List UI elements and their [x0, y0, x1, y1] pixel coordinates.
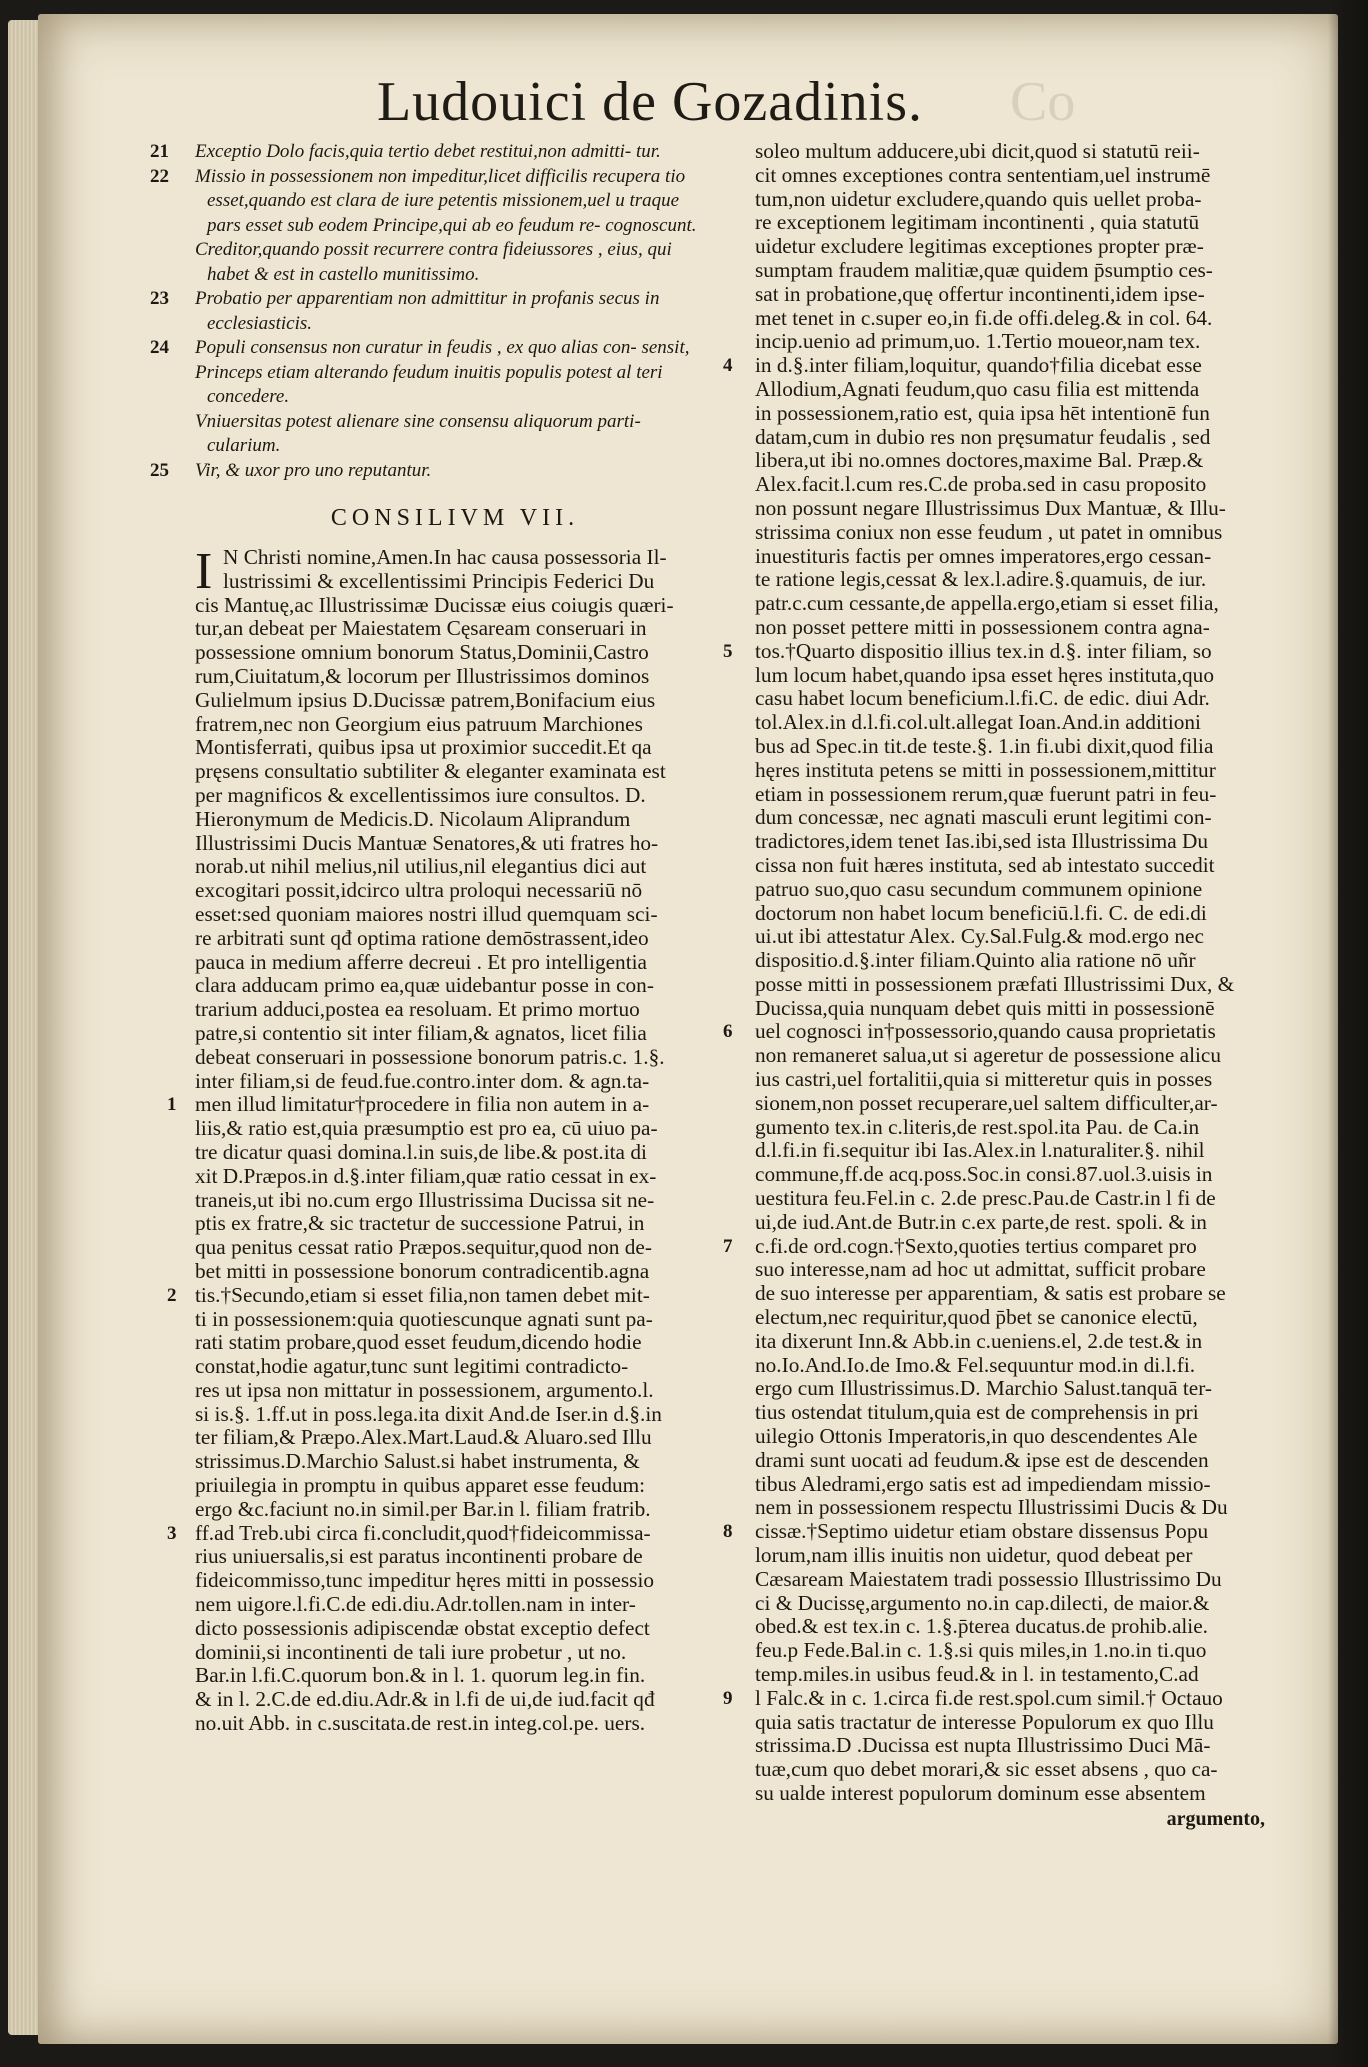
- line-text: patruo suo,quo casu secundum communem opinione: [755, 876, 1203, 901]
- line-text: casu habet locum beneficium.l.fi.C. de edic. diui Adr.: [755, 686, 1210, 711]
- text-line: [755, 211, 1265, 235]
- line-text: liis,& ratio est,quia præsumptio est pro ea, cū uiuo pa-: [195, 1116, 658, 1141]
- index-text: Vir, & uxor pro uno reputantur.: [195, 459, 432, 481]
- catchword: argumento,: [1166, 1807, 1265, 1830]
- line-text: possessione omnium bonorum Status,Dominii,Castro: [195, 640, 649, 665]
- text-line: [195, 617, 715, 641]
- bleed-through-text: Co: [1010, 71, 1076, 133]
- line-text: ti in possessionem:quia quotiescunque agnati sunt pa-: [195, 1306, 653, 1331]
- text-line: [195, 1070, 715, 1094]
- text-line: [195, 832, 715, 856]
- text-line: [755, 783, 1265, 807]
- line-text: ergo cum Illustrissimus.D. Marchio Salust.tanquā ter-: [755, 1376, 1212, 1401]
- line-text: N Christi nomine,Amen.In hac causa possessoria Il-: [223, 545, 667, 569]
- line-text: re exceptionem legitimam incontinenti , quia statutū: [755, 210, 1200, 235]
- text-line: [755, 378, 1265, 402]
- text-line: [755, 164, 1265, 188]
- line-text: uel cognosci in†possessorio,quando causa proprietatis: [755, 1019, 1216, 1044]
- line-text: Bar.in l.fi.C.quorum bon.& in l. 1. quorum leg.in fin.: [195, 1663, 646, 1688]
- line-text: ita dixerunt Inn.& Abb.in c.ueniens.el, 2.de test.& in: [755, 1328, 1203, 1353]
- text-line: [755, 1377, 1265, 1401]
- line-text: trarium adduci,postea ea resoluam. Et primo mortuo: [195, 997, 640, 1022]
- text-line: [167, 1092, 715, 1117]
- line-text: inuestituris factis per omnes imperatores,ergo cessan-: [755, 543, 1212, 568]
- line-text: Alex.facit.l.cum res.C.de proba.sed in casu proposito: [755, 472, 1207, 497]
- text-line: [195, 808, 715, 832]
- line-text: ci & Ducissę,argumento no.in cap.dilecti, de maior.&: [755, 1590, 1210, 1615]
- text-line: [755, 402, 1265, 426]
- line-text: non possunt negare Illustrissimus Dux Mantuæ, & Illu-: [755, 495, 1226, 520]
- text-line: [755, 473, 1265, 497]
- text-line: [755, 806, 1265, 830]
- text-line: [167, 1520, 715, 1546]
- margin-number: 4: [723, 355, 733, 377]
- text-line: [195, 1260, 715, 1284]
- text-line: [755, 426, 1265, 450]
- index-entry: [150, 287, 715, 336]
- line-text: obed.& est tex.in c. 1.§.p̄terea ducatus.de prohib.alie.: [755, 1614, 1209, 1639]
- line-text: debeat conseruari in possessione bonorum patris.c. 1.§.: [195, 1044, 665, 1069]
- text-line: [755, 687, 1265, 711]
- line-text: tur,an debeat per Maiestatem Cęsaream conseruari in: [195, 616, 647, 641]
- line-text: qua penitus cessat ratio Præpos.sequitur,quod non de-: [195, 1235, 652, 1260]
- line-text: su ualde interest populorum dominum esse absentem: [755, 1780, 1206, 1805]
- text-line: [755, 521, 1265, 545]
- line-text: rati statim probare,quod esset feudum,dicendo hodie: [195, 1330, 642, 1355]
- line-text: tol.Alex.in d.l.fi.col.ult.allegat Ioan.And.in additioni: [755, 710, 1201, 735]
- line-text: hęres instituta petens se mitti in possessionem,mittitur: [755, 757, 1216, 782]
- text-line: [195, 594, 715, 618]
- text-line: [195, 570, 715, 594]
- line-text: sat in probatione,quę offertur incontinenti,idem ipse-: [755, 281, 1205, 306]
- line-text: res ut ipsa non mittatur in possessionem, argumento.l.: [195, 1377, 654, 1402]
- text-line: [755, 878, 1265, 902]
- line-text: ter filiam,& Præpo.Alex.Mart.Laud.& Aluaro.sed Illu: [195, 1425, 652, 1450]
- line-text: rum,Ciuitatum,& locorum per Illustrissimos dominos: [195, 663, 650, 688]
- text-line: [195, 1664, 715, 1688]
- text-line: [755, 1615, 1265, 1639]
- line-text: inter filiam,si de feud.fue.contro.inter dom. & agn.ta-: [195, 1068, 650, 1093]
- text-line: [755, 1663, 1265, 1687]
- text-line: [195, 951, 715, 975]
- text-line: [723, 1019, 1265, 1044]
- text-line: [195, 1236, 715, 1260]
- line-text: lum locum habet,quando ipsa esset hęres instituta,quo: [755, 662, 1214, 687]
- text-line: [755, 735, 1265, 759]
- text-line: [755, 925, 1265, 949]
- line-text: bet mitti in possessione bonorum contradicentib.agna: [195, 1258, 650, 1283]
- text-line: [195, 1474, 715, 1498]
- line-text: nem uigore.l.fi.C.de edi.diu.Adr.tollen.nam in inter-: [195, 1592, 636, 1617]
- text-line: [195, 879, 715, 903]
- line-text: per magnificos & excellentissimos iure consultos. D.: [195, 782, 646, 807]
- text-line: [195, 1189, 715, 1213]
- text-line: [755, 1425, 1265, 1449]
- line-text: tum,non uidetur excludere,quando quis uellet proba-: [755, 186, 1202, 211]
- text-line: [195, 974, 715, 998]
- line-text: no.Io.And.Io.de Imo.& Fel.sequuntur mod.in di.l.fi.: [755, 1352, 1196, 1377]
- index-text: Exceptio Dolo facis,quia tertio debet restitui,non admitti- tur.: [195, 141, 661, 162]
- index-text: Probatio per apparentiam non admittitur in profanis secus in ecclesiasticis.: [195, 288, 660, 334]
- text-line: [755, 592, 1265, 616]
- text-line: [755, 902, 1265, 926]
- text-line: [195, 1308, 715, 1332]
- line-text: tibus Aledrami,ergo satis est ad impediendam missio-: [755, 1471, 1211, 1496]
- line-text: incip.uenio ad primum,uo. 1.Tertio moueor,nam tex.: [755, 329, 1201, 354]
- line-text: non remaneret salua,ut si ageretur de possessione alicu: [755, 1043, 1222, 1068]
- text-line: [195, 641, 715, 665]
- line-text: clara adducam primo ea,quæ uidebantur posse in con-: [195, 973, 654, 998]
- index-entry: [195, 410, 715, 459]
- line-text: quia satis tractatur de interesse Populorum ex quo Illu: [755, 1709, 1214, 1734]
- line-text: Ducissa,quia nunquam debet quis mitti in possessionē: [755, 995, 1215, 1020]
- line-text: si is.§. 1.ff.ut in poss.lega.ita dixit And.de Iser.in d.§.in: [195, 1401, 662, 1426]
- margin-number: 5: [723, 640, 733, 662]
- summary-index: [150, 140, 715, 483]
- text-line: [755, 259, 1265, 283]
- index-text: Vniuersitas potest alienare sine consensu aliquorum parti- cularium.: [195, 410, 641, 456]
- text-line: [755, 1282, 1265, 1306]
- text-line: [755, 1139, 1265, 1163]
- text-line: [755, 1758, 1265, 1782]
- margin-number: 7: [723, 1235, 733, 1257]
- text-line: [755, 1496, 1265, 1520]
- text-line: [755, 140, 1265, 164]
- text-line: [195, 689, 715, 713]
- margin-number: 1: [167, 1094, 177, 1116]
- text-line: [195, 665, 715, 689]
- text-line: [195, 1426, 715, 1450]
- text-line: [723, 353, 1265, 378]
- text-line: [195, 760, 715, 784]
- index-text: Populi consensus non curatur in feudis , ex quo alias con- sensit,: [195, 337, 690, 358]
- line-text: temp.miles.in usibus feud.& in l. in testamento,C.ad: [755, 1662, 1199, 1686]
- line-text: de suo interesse per apparentiam, & satis est probare se: [755, 1281, 1226, 1306]
- text-line: [723, 1685, 1265, 1711]
- line-text: dominii,si incontinenti de tali iure probetur , ut no.: [195, 1639, 627, 1664]
- line-text: non posset pettere mitti in possessionem contra agna-: [755, 614, 1210, 639]
- text-line: [195, 1403, 715, 1427]
- line-text: d.l.fi.in fi.sequitur ibi Ias.Alex.in l.naturaliter.§. nihil: [755, 1138, 1205, 1163]
- line-text: in d.§.inter filiam,loquitur, quando†filia dicebat esse: [755, 353, 1202, 378]
- line-text: ui.ut ibi attestatur Alex. Cy.Sal.Fulg.& mod.ergo nec: [755, 924, 1204, 949]
- index-entry: [195, 238, 715, 287]
- text-line: [723, 1519, 1265, 1544]
- text-line: [755, 616, 1265, 640]
- text-line: [755, 854, 1265, 878]
- text-line: [755, 1711, 1265, 1735]
- margin-number: 8: [723, 1521, 733, 1543]
- line-text: ui,de iud.Ant.de Butr.in c.ex parte,de rest. spoli. & in: [755, 1209, 1207, 1234]
- text-line: [195, 1117, 715, 1141]
- line-text: uidetur excludere legitimas exceptiones propter præ-: [755, 234, 1204, 259]
- line-text: te ratione legis,cessat & lex.l.adire.§.quamuis, de iur.: [755, 567, 1207, 592]
- text-line: [755, 949, 1265, 973]
- margin-number: 9: [723, 1687, 733, 1709]
- line-text: patre,si contentio sit inter filiam,& agnatos, licet filia: [195, 1020, 647, 1045]
- line-text: ptis ex fratre,& sic tractetur de successione Patrui, in: [195, 1211, 645, 1236]
- text-line: [755, 1449, 1265, 1473]
- text-line: [195, 903, 715, 927]
- line-text: sumptam fraudem malitiæ,quæ quidem p̄sumptio ces-: [755, 257, 1213, 282]
- text-line: [755, 235, 1265, 259]
- line-text: l Falc.& in c. 1.circa fi.de rest.spol.cum simil.† Octauo: [755, 1685, 1223, 1710]
- text-line: [755, 1401, 1265, 1425]
- line-text: lorum,nam illis inuitis non uidetur, quod debeat per: [755, 1543, 1193, 1568]
- text-line: [755, 1782, 1265, 1806]
- page-edge-stack: [8, 20, 42, 2035]
- text-line: [195, 713, 715, 737]
- consilium-heading: CONSILIVM VII.: [330, 505, 580, 531]
- text-line: [755, 1568, 1265, 1592]
- text-line: [755, 759, 1265, 783]
- line-text: sionem,non posset recuperare,uel saltem difficulter,ar-: [755, 1090, 1218, 1115]
- line-text: in possessionem,ratio est, quia ipsa hēt intentionē fun: [755, 400, 1210, 425]
- line-text: ergo &c.faciunt no.in simil.per Bar.in l. filiam fratrib.: [195, 1496, 651, 1521]
- line-text: commune,ff.de acq.poss.Soc.in consi.87.uol.3.uisis in: [755, 1162, 1213, 1187]
- text-line: [195, 1545, 715, 1569]
- text-line: [755, 307, 1265, 331]
- line-text: ff.ad Treb.ubi circa fi.concludit,quod†fideicommissa-: [195, 1520, 651, 1545]
- text-line: [755, 711, 1265, 735]
- text-line: [195, 1593, 715, 1617]
- line-text: cissæ.†Septimo uidetur etiam obstare dissensus Popu: [755, 1519, 1209, 1544]
- text-line: [195, 1141, 715, 1165]
- text-line: [755, 1163, 1265, 1187]
- line-text: cis Mantuę,ac Illustrissimæ Ducissæ eius coiugis quæri-: [195, 592, 674, 617]
- line-text: esset:sed quoniam maiores nostri illud quemquam sci-: [195, 901, 658, 926]
- line-text: drami sunt uocati ad feudum.& ipse est de descenden: [755, 1447, 1209, 1472]
- text-line: [195, 1688, 715, 1712]
- text-line: [195, 855, 715, 879]
- text-line: [195, 1379, 715, 1403]
- left-column: [150, 140, 715, 1736]
- line-text: doctorum non habet locum beneficiū.l.fi. C. de edi.di: [755, 900, 1207, 925]
- text-line: [755, 330, 1265, 354]
- line-text: uestitura feu.Fel.in c. 2.de presc.Pau.de Castr.in l fi de: [755, 1186, 1216, 1211]
- text-line: [195, 1617, 715, 1641]
- line-text: ius castri,uel fortalitii,quia si mitteretur quis in posses: [755, 1067, 1213, 1092]
- line-text: rius uniuersalis,si est paratus incontinenti probare de: [195, 1544, 643, 1569]
- index-number: 25: [150, 459, 169, 481]
- text-line: [755, 1473, 1265, 1497]
- text-line: [755, 1639, 1265, 1663]
- line-text: strissima coniux non esse feudum , ut patet in omnibus: [755, 519, 1223, 544]
- text-line: [755, 1211, 1265, 1235]
- margin-number: 6: [723, 1021, 733, 1043]
- text-line: [755, 997, 1265, 1021]
- line-text: posse mitti in possessionem præfati Illustrissimi Dux, &: [755, 971, 1235, 996]
- text-line: [195, 1331, 715, 1355]
- line-text: strissimus.D.Marchio Salust.si habet instrumenta, &: [195, 1449, 640, 1474]
- text-line: [755, 545, 1265, 569]
- line-text: gumento tex.in c.literis,de rest.spol.ita Pau. de Ca.in: [755, 1114, 1200, 1139]
- text-line: [195, 1498, 715, 1522]
- text-line: [755, 1092, 1265, 1116]
- index-text: Princeps etiam alterando feudum inuitis populis potest al teri concedere.: [195, 361, 663, 407]
- text-line: [195, 1022, 715, 1046]
- line-text: traneis,ut ibi no.cum ergo Illustrissima Ducissa sit ne-: [195, 1187, 655, 1212]
- line-text: tre dicatur quasi domina.l.in suis,de libe.& post.ita di: [195, 1139, 647, 1164]
- line-text: uilegio Ottonis Imperatoris,in quo descendentes Ale: [755, 1424, 1198, 1449]
- right-body-text: [723, 139, 1265, 1806]
- text-line: [195, 1569, 715, 1593]
- line-text: etiam in possessionem rerum,quæ fuerunt patri in feu-: [755, 781, 1217, 806]
- line-text: tuæ,cum quo debet morari,& sic esset absens , quo ca-: [755, 1757, 1218, 1782]
- line-text: electum,nec requiritur,quod p̄bet se canonice electū,: [755, 1305, 1198, 1330]
- text-line: [755, 449, 1265, 473]
- text-line: [195, 927, 715, 951]
- line-text: tradictores,idem tenet Ias.ibi,sed ista Illustrissima Du: [755, 829, 1209, 854]
- text-line: [195, 1355, 715, 1379]
- index-entry: [150, 165, 715, 239]
- text-line: [755, 1544, 1265, 1568]
- text-line: [195, 1641, 715, 1665]
- line-text: patr.c.cum cessante,de appella.ergo,etiam si esset filia,: [755, 591, 1219, 616]
- line-text: fratrem,nec non Georgium eius patruum Marchiones: [195, 711, 643, 736]
- text-line: [723, 638, 1265, 664]
- index-entry: [150, 140, 715, 165]
- line-text: cit omnes exceptiones contra sententiam,uel instrumē: [755, 162, 1211, 187]
- running-title: Ludouici de Gozadinis.: [376, 71, 924, 133]
- text-line: [195, 998, 715, 1022]
- left-body-text: [167, 543, 715, 1736]
- text-line: [755, 188, 1265, 212]
- text-line: [195, 546, 715, 570]
- text-line: [755, 1306, 1265, 1330]
- text-line: [755, 283, 1265, 307]
- line-text: pauca in medium afferre decreui . Et pro intelligentia: [195, 949, 647, 974]
- margin-number: 2: [167, 1284, 177, 1306]
- index-text: Missio in possessionem non impeditur,licet difficilis recupera tio esset,quando est clara de iure petentis missionem,uel u traque pars esset sub eodem Principe,qui ab eo feudum re- cognoscunt.: [195, 165, 697, 236]
- text-line: [755, 568, 1265, 592]
- line-text: tis.†Secundo,etiam si esset filia,non tamen debet mit-: [195, 1282, 650, 1307]
- line-text: xit D.Præpos.in d.§.inter filiam,quæ ratio cessat in ex-: [195, 1163, 657, 1188]
- line-text: norab.ut nihil melius,nil utilius,nil elegantius dici aut: [195, 854, 647, 879]
- index-number: 23: [150, 288, 169, 309]
- text-line: [755, 1187, 1265, 1211]
- text-line: [755, 830, 1265, 854]
- drop-initial: I: [195, 543, 213, 600]
- line-text: dispositio.d.§.inter filiam.Quinto alia ratione nō uñr: [755, 948, 1196, 973]
- index-number: 24: [150, 337, 169, 358]
- line-text: fideicommisso,tunc impeditur hęres mitti in possessio: [195, 1568, 655, 1593]
- index-entry: [150, 336, 715, 361]
- line-text: constat,hodie agatur,tunc sunt legitimi contradicto-: [195, 1354, 629, 1379]
- line-text: Allodium,Agnati feudum,quo casu filia est mittenda: [755, 376, 1200, 401]
- text-line: [755, 1068, 1265, 1092]
- line-text: c.fi.de ord.cogn.†Sexto,quoties tertius comparet pro: [755, 1233, 1197, 1258]
- line-text: bus ad Spec.in tit.de teste.§. 1.in fi.ubi dixit,quod filia: [755, 733, 1214, 758]
- line-text: feu.p Fede.Bal.in c. 1.§.si quis miles,in 1.no.in ti.quo: [755, 1638, 1207, 1663]
- line-text: Montisferrati, quibus ipsa ut proximior succedit.Et qa: [195, 735, 652, 760]
- line-text: lustrissimi & excellentissimi Principis Federici Du: [223, 568, 655, 593]
- text-line: [755, 1592, 1265, 1616]
- text-line: [195, 1450, 715, 1474]
- index-text: Creditor,quando possit recurrere contra fideiussores , eius, qui habet & est in castello munitissimo.: [195, 239, 672, 285]
- line-text: strissima.D .Ducissa est nupta Illustrissimo Duci Mā-: [755, 1733, 1211, 1758]
- line-text: priuilegia in promptu in quibus apparet esse feudum:: [195, 1473, 646, 1498]
- line-text: dicto possessionis adipiscendæ obstat exceptio defect: [195, 1615, 650, 1640]
- line-text: suo interesse,nam ad hoc ut admittat, sufficit probare: [755, 1257, 1206, 1282]
- line-text: & in l. 2.C.de ed.diu.Adr.& in l.fi de ui,de iud.facit qđ: [195, 1687, 655, 1712]
- text-line: [755, 1734, 1265, 1758]
- text-line: [167, 1282, 715, 1308]
- line-text: dum concessæ, nec agnati masculi erunt legitimi con-: [755, 805, 1212, 830]
- line-text: nem in possessionem respectu Illustrissimi Ducis & Du: [755, 1495, 1228, 1520]
- line-text: Gulielmum ipsius D.Ducissæ patrem,Bonifacium eius: [195, 687, 656, 712]
- text-line: [195, 1712, 715, 1736]
- margin-number: 3: [167, 1522, 177, 1544]
- line-text: soleo multum adducere,ubi dicit,quod si statutū reii-: [755, 139, 1200, 163]
- scan-border: [1328, 0, 1368, 2067]
- text-line: [755, 1258, 1265, 1282]
- text-line: [755, 973, 1265, 997]
- line-text: libera,ut ibi no.omnes doctores,maxime Bal. Præp.&: [755, 448, 1204, 473]
- index-entry: [150, 459, 715, 484]
- line-text: men illud limitatur†procedere in filia non autem in a-: [195, 1092, 650, 1117]
- text-line: [755, 664, 1265, 688]
- line-text: no.uit Abb. in c.suscitata.de rest.in integ.col.pe. uers.: [195, 1711, 646, 1736]
- line-text: Hieronymum de Medicis.D. Nicolaum Aliprandum: [195, 806, 631, 831]
- line-text: cissa non fuit hæres instituta, sed ab intestato succedit: [755, 852, 1215, 877]
- line-text: tius ostendat titulum,quia est de comprehensis in pri: [755, 1400, 1199, 1425]
- text-line: [755, 1354, 1265, 1378]
- line-text: tos.†Quarto dispositio illius tex.in d.§. inter filiam, so: [755, 638, 1212, 663]
- line-text: excogitari possit,idcirco ultra proloqui necessariū nō: [195, 878, 643, 903]
- index-number: 21: [150, 141, 169, 162]
- text-line: [755, 1044, 1265, 1068]
- line-text: Illustrissimi Ducis Mantuæ Senatores,& uti fratres ho-: [195, 830, 659, 855]
- line-text: pręsens consultatio subtiliter & eleganter examinata est: [195, 759, 666, 784]
- text-line: [195, 784, 715, 808]
- text-line: [195, 1212, 715, 1236]
- text-line: [195, 1165, 715, 1189]
- right-column: [723, 139, 1265, 1831]
- index-entry: [195, 361, 715, 410]
- line-text: datam,cum in dubio res non pręsumatur feudalis , sed: [755, 424, 1211, 449]
- line-text: met tenet in c.super eo,in fi.de offi.deleg.& in col. 64.: [755, 305, 1213, 330]
- text-line: [755, 1116, 1265, 1140]
- text-line: [723, 1233, 1265, 1259]
- text-line: [755, 1330, 1265, 1354]
- line-text: re arbitrati sunt qđ optima ratione demōstrassent,ideo: [195, 925, 649, 950]
- text-line: [755, 497, 1265, 521]
- text-line: [195, 1046, 715, 1070]
- text-line: [195, 736, 715, 760]
- index-number: 22: [150, 165, 169, 187]
- line-text: Cæsaream Maiestatem tradi possessio Illustrissimo Du: [755, 1566, 1222, 1591]
